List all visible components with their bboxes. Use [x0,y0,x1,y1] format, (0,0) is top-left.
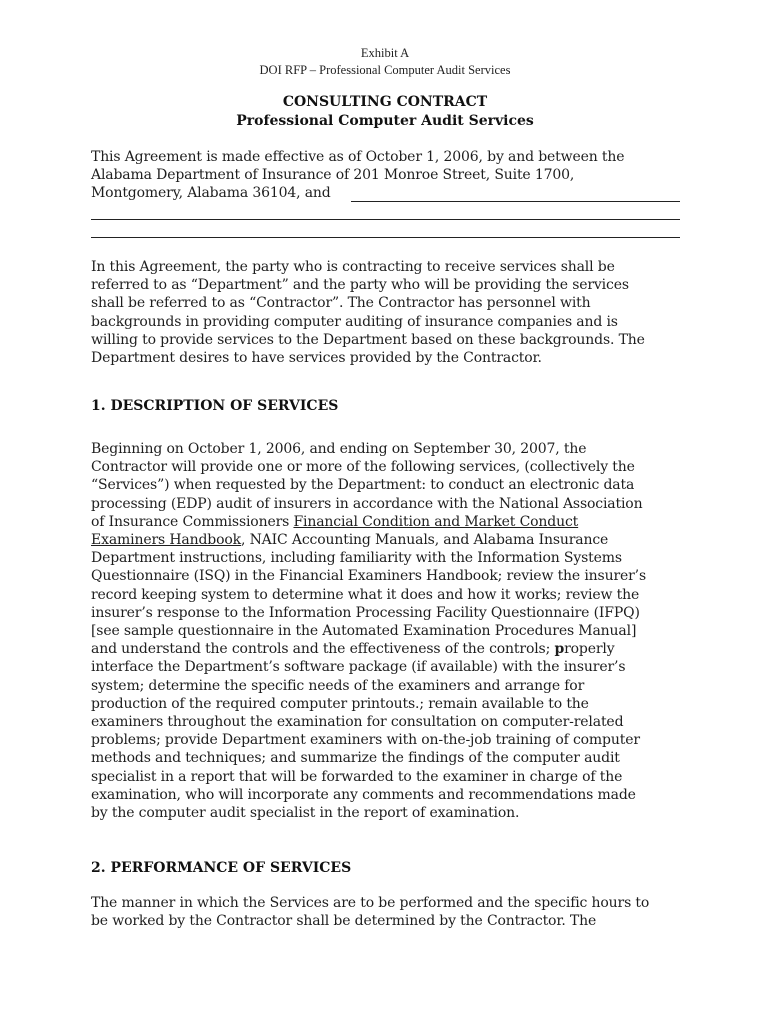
text-line: specialist in a report that will be forwarded to the examiner in charge of the [91,768,623,785]
section-1-heading: 1. DESCRIPTION OF SERVICES [91,398,339,414]
text-line: Alabama Department of Insurance of 201 Monroe Street, Suite 1700, [91,167,575,184]
text-line: processing (EDP) audit of insurers in accordance with the National Association [91,495,643,512]
text-line: “Services”) when requested by the Department: to conduct an electronic data [91,477,635,494]
text-line: willing to provide services to the Department based on these backgrounds. The [91,331,645,348]
text-line: This Agreement is made effective as of October 1, 2006, by and between the [91,149,625,165]
text-line: backgrounds in providing computer auditing of insurance companies and is [91,313,618,330]
contractor-name-blank-line [91,237,680,238]
rfp-label: DOI RFP – Professional Computer Audit Services [259,63,511,77]
text-line: Beginning on October 1, 2006, and ending on September 30, 2007, the [91,441,587,457]
contractor-name-blank-line [91,219,680,220]
text-line: methods and techniques; and summarize the findings of the computer audit [91,750,620,767]
section-1-paragraph [91,440,691,822]
text-line: interface the Department’s software package (if available) with the insurer’s [91,659,626,676]
text-line: Department instructions, including familiarity with the Information Systems [91,550,622,567]
definitions-paragraph [91,258,691,367]
contract-subtitle: Professional Computer Audit Services [236,113,534,129]
text-line: [see sample questionnaire in the Automated Examination Procedures Manual] [91,623,637,640]
text-line: by the computer audit specialist in the report of examination. [91,805,520,822]
text-span: roperly [564,641,615,658]
handbook-title-underlined: Financial Condition and Market Conduct [293,513,579,530]
text-line [91,513,691,531]
intro-paragraph [91,148,691,203]
text-span: , NAIC Accounting Manuals, and Alabama Insurance [240,532,609,549]
text-line: problems; provide Department examiners with on-the-job training of computer [91,732,640,749]
exhibit-label: Exhibit A [360,46,410,60]
handbook-title-underlined: Examiners Handbook [91,532,241,549]
text-line: insurer’s response to the Information Processing Facility Questionnaire (IFPQ) [91,604,640,621]
bold-letter: p [554,641,565,658]
text-line: system; determine the specific needs of the examiners and arrange for [91,677,585,694]
text-line: Montgomery, Alabama 36104, and [91,185,331,202]
text-line: be worked by the Contractor shall be determined by the Contractor. The [91,913,597,930]
text-line: referred to as “Department” and the party who will be providing the services [91,277,629,294]
section-2-paragraph [91,894,691,930]
text-line: Contractor will provide one or more of the following services, (collectively the [91,459,635,476]
text-span: of Insurance Commissioners [91,513,294,530]
text-line: shall be referred to as “Contractor”. The Contractor has personnel with [91,295,591,312]
text-line: Questionnaire (ISQ) in the Financial Examiners Handbook; review the insurer’s [91,568,646,585]
text-line: examiners throughout the examination for consultation on computer-related [91,714,624,731]
text-line: In this Agreement, the party who is contracting to receive services shall be [91,259,615,275]
contractor-name-blank-line [351,201,680,202]
text-line [91,640,691,658]
text-line: Department desires to have services provided by the Contractor. [91,350,542,367]
text-line [91,531,691,549]
text-line: examination, who will incorporate any comments and recommendations made [91,786,636,803]
text-line: record keeping system to determine what it does and how it works; review the [91,586,640,603]
section-2-heading: 2. PERFORMANCE OF SERVICES [91,860,352,876]
contract-title: CONSULTING CONTRACT [282,94,488,110]
text-line: The manner in which the Services are to be performed and the specific hours to [91,895,650,911]
text-span: and understand the controls and the effectiveness of the controls; [91,641,555,658]
text-line: production of the required computer printouts.; remain available to the [91,695,589,712]
